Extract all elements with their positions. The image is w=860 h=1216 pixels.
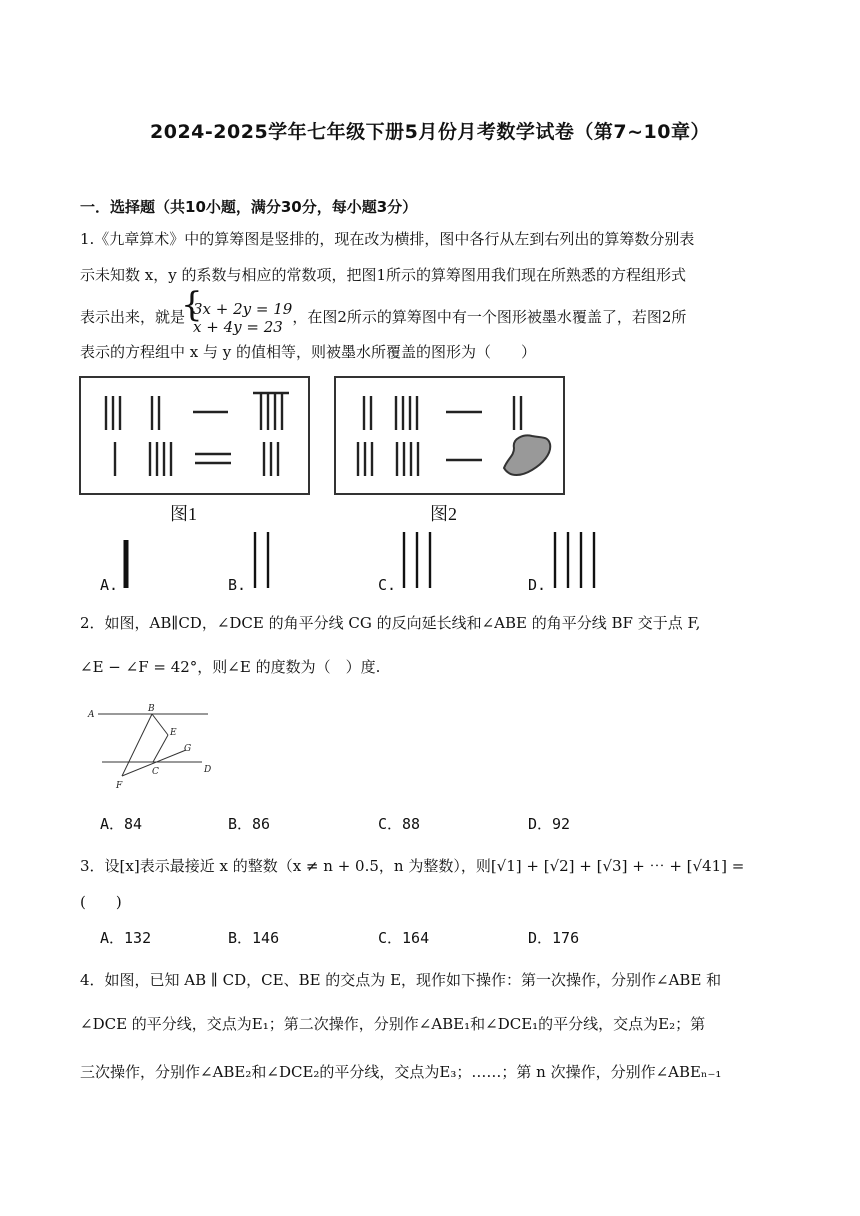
equation-1: { 3x + 2y = 19 <box>193 300 293 318</box>
rods-option-b-icon <box>250 530 274 590</box>
q3-option-c[interactable]: C．164 <box>378 929 430 947</box>
figure-1-caption: 图1 <box>170 504 197 524</box>
label-a: A <box>88 710 95 720</box>
q2-line2: ∠E − ∠F = 42°，则∠E 的度数为（ ）度. <box>80 658 381 676</box>
label-b: B <box>148 704 155 714</box>
label-d: D <box>204 765 212 775</box>
q3-option-d[interactable]: D．176 <box>528 929 580 947</box>
q3-line2: ( ) <box>80 893 122 911</box>
q3-option-a[interactable]: A．132 <box>100 929 152 947</box>
q3-option-b[interactable]: B．146 <box>228 929 280 947</box>
q3-line1: 3．设[x]表示最接近 x 的整数（x ≠ n + 0.5，n 为整数），则[√1] + [√2] + [√3] + ⋯ + [√41] = <box>80 857 745 875</box>
rods-option-c-icon <box>398 530 438 590</box>
label-e: E <box>170 728 177 738</box>
figure-2-rods <box>334 376 565 495</box>
q1-line3 <box>80 300 686 336</box>
page-title: 2024-2025学年七年级下册5月份月考数学试卷（第7~10章） <box>150 121 710 143</box>
q1-line3-pre: 表示出来，就是 <box>80 308 186 326</box>
q2-option-c[interactable]: C．88 <box>378 815 421 833</box>
label-f: F <box>116 781 123 791</box>
q1-option-a[interactable]: A. <box>100 576 119 594</box>
equation-2: x + 4y = 23 <box>193 318 283 336</box>
counting-rods-figure-2 <box>336 378 563 493</box>
section-heading: 一．选择题（共10小题，满分30分，每小题3分） <box>80 198 418 216</box>
q2-line1: 2．如图，AB∥CD，∠DCE 的角平分线 CG 的反向延长线和∠ABE 的角平分线 BF 交于点 F, <box>80 614 701 632</box>
q2-option-b[interactable]: B．86 <box>228 815 271 833</box>
q4-line1: 4．如图，已知 AB ∥ CD，CE、BE 的交点为 E，现作如下操作：第一次操作，分别作∠ABE 和 <box>80 971 722 989</box>
equation-system <box>185 300 292 336</box>
q1-option-b[interactable]: B. <box>228 576 247 594</box>
q1-line2: 示未知数 x，y 的系数与相应的常数项，把图1所示的算筹图用我们现在所熟悉的方程组形式 <box>80 266 687 284</box>
label-g: G <box>184 744 192 754</box>
figure-1-rods <box>79 376 310 495</box>
q2-geometry-figure <box>80 700 230 795</box>
label-c: C <box>152 767 159 777</box>
q2-option-d[interactable]: D．92 <box>528 815 571 833</box>
rods-option-a-icon <box>120 538 132 590</box>
rods-option-d-icon <box>550 530 602 590</box>
q4-line3: 三次操作，分别作∠ABE₂和∠DCE₂的平分线，交点为E₃；……；第 n 次操作，分别作∠ABEₙ₋₁ <box>80 1063 722 1081</box>
q2-option-a[interactable]: A．84 <box>100 815 143 833</box>
q1-option-d[interactable]: D. <box>528 576 547 594</box>
ink-blot <box>504 436 550 476</box>
q1-option-c[interactable]: C. <box>378 576 397 594</box>
q4-line2: ∠DCE 的平分线，交点为E₁；第二次操作，分别作∠ABE₁和∠DCE₁的平分线，交点为E₂；第 <box>80 1015 706 1033</box>
figure-2-caption: 图2 <box>430 504 457 524</box>
q1-line1: 1.《九章算术》中的算筹图是竖排的，现在改为横排，图中各行从左到右列出的算筹数分别表 <box>80 230 695 248</box>
q1-line3-post: ，在图2所示的算筹图中有一个图形被墨水覆盖了，若图2所 <box>292 308 687 326</box>
q1-line4: 表示的方程组中 x 与 y 的值相等，则被墨水所覆盖的图形为（ ） <box>80 343 537 361</box>
counting-rods-figure-1 <box>81 378 308 493</box>
